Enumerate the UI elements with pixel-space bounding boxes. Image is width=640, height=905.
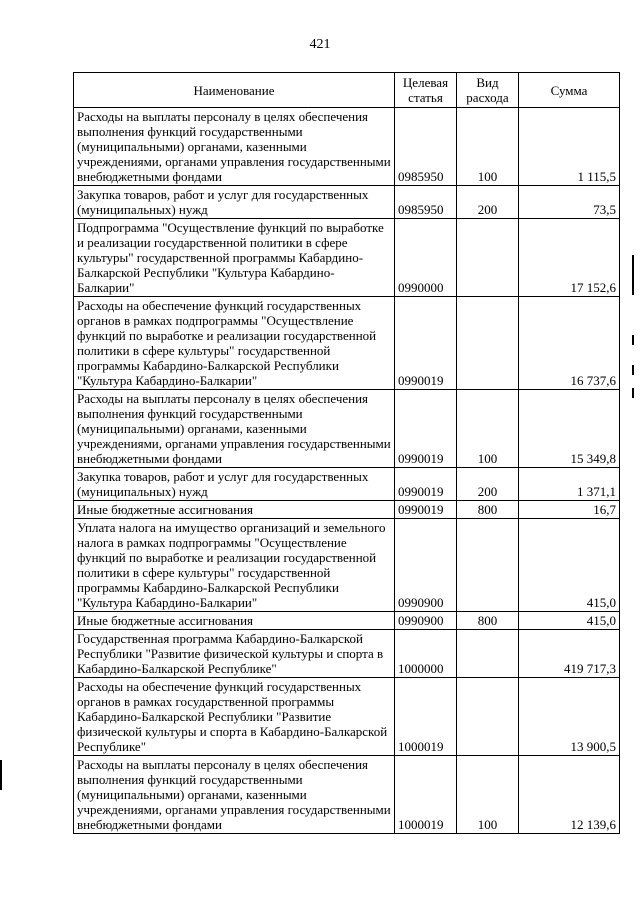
header-code: Целевая статья: [395, 73, 457, 108]
row-name: Расходы на выплаты персоналу в целях обеспечения выполнения функций государственными (муниципальными) органами, казенными учреждениями, органами управления государственными внебюджетными фондами: [74, 108, 395, 186]
row-kind: 100: [457, 756, 519, 834]
table-row: [74, 297, 620, 390]
row-amount: 419 717,3: [519, 630, 620, 678]
row-kind: 200: [457, 186, 519, 219]
row-kind: 800: [457, 612, 519, 630]
row-name: Расходы на выплаты персоналу в целях обеспечения выполнения функций государственными (муниципальными) органами, казенными учреждениями, органами управления государственными внебюджетными фондами: [74, 390, 395, 468]
row-kind: 200: [457, 468, 519, 501]
row-code: 1000019: [395, 756, 457, 834]
row-amount: 12 139,6: [519, 756, 620, 834]
row-amount: 15 349,8: [519, 390, 620, 468]
row-name: Расходы на обеспечение функций государственных органов в рамках государственной программы Кабардино-Балкарской Республики "Развитие физической культуры и спорта в Кабардино-Балкарской Республике": [74, 678, 395, 756]
scan-margin-marks: [631, 255, 635, 400]
table-row: [74, 678, 620, 756]
row-kind: 100: [457, 390, 519, 468]
row-kind: [457, 219, 519, 297]
table-row: [74, 756, 620, 834]
row-amount: 415,0: [519, 612, 620, 630]
table-row: [74, 468, 620, 501]
row-code: 1000000: [395, 630, 457, 678]
header-amount: Сумма: [519, 73, 620, 108]
row-amount: 415,0: [519, 519, 620, 612]
row-amount: 16 737,6: [519, 297, 620, 390]
table-row: [74, 219, 620, 297]
row-kind: [457, 519, 519, 612]
row-name: Уплата налога на имущество организаций и земельного налога в рамках подпрограммы "Осуществление функций по выработке и реализации государственной политики в сфере культуры" государственной программы Кабардино-Балкарской Республики "Культура Кабардино-Балкарии": [74, 519, 395, 612]
row-kind: 100: [457, 108, 519, 186]
row-code: 0985950: [395, 108, 457, 186]
row-amount: 13 900,5: [519, 678, 620, 756]
row-name: Закупка товаров, работ и услуг для государственных (муниципальных) нужд: [74, 468, 395, 501]
row-amount: 1 115,5: [519, 108, 620, 186]
table-row: [74, 186, 620, 219]
row-kind: [457, 630, 519, 678]
row-name: Государственная программа Кабардино-Балкарской Республики "Развитие физической культуры и спорта в Кабардино-Балкарской Республике": [74, 630, 395, 678]
row-name: Закупка товаров, работ и услуг для государственных (муниципальных) нужд: [74, 186, 395, 219]
budget-table: [73, 72, 620, 834]
row-code: 0985950: [395, 186, 457, 219]
row-amount: 16,7: [519, 501, 620, 519]
page-number: 421: [309, 37, 331, 52]
table-row: [74, 501, 620, 519]
scan-edge-mark: [0, 760, 2, 790]
row-name: Подпрограмма "Осуществление функций по выработке и реализации государственной политики в сфере культуры" государственной программы Кабардино-Балкарской Республики "Культура Кабардино-Балкарии": [74, 219, 395, 297]
row-code: 0990000: [395, 219, 457, 297]
table-row: [74, 612, 620, 630]
row-kind: [457, 297, 519, 390]
header-name: Наименование: [74, 73, 395, 108]
row-amount: 73,5: [519, 186, 620, 219]
row-amount: 1 371,1: [519, 468, 620, 501]
row-code: 0990019: [395, 390, 457, 468]
row-name: Иные бюджетные ассигнования: [74, 501, 395, 519]
table-row: [74, 108, 620, 186]
row-code: 0990900: [395, 519, 457, 612]
row-amount: 17 152,6: [519, 219, 620, 297]
row-code: 1000019: [395, 678, 457, 756]
row-code: 0990019: [395, 501, 457, 519]
row-code: 0990900: [395, 612, 457, 630]
row-code: 0990019: [395, 297, 457, 390]
row-name: Расходы на выплаты персоналу в целях обеспечения выполнения функций государственными (муниципальными) органами, казенными учреждениями, органами управления государственными внебюджетными фондами: [74, 756, 395, 834]
row-kind: [457, 678, 519, 756]
table-row: [74, 519, 620, 612]
table-row: [74, 630, 620, 678]
row-kind: 800: [457, 501, 519, 519]
header-kind: Вид расхода: [457, 73, 519, 108]
table-header-row: [74, 73, 620, 108]
row-code: 0990019: [395, 468, 457, 501]
table-row: [74, 390, 620, 468]
row-name: Иные бюджетные ассигнования: [74, 612, 395, 630]
row-name: Расходы на обеспечение функций государственных органов в рамках подпрограммы "Осуществление функций по выработке и реализации государственной политики в сфере культуры" государственной программы Кабардино-Балкарской Республики "Культура Кабардино-Балкарии": [74, 297, 395, 390]
